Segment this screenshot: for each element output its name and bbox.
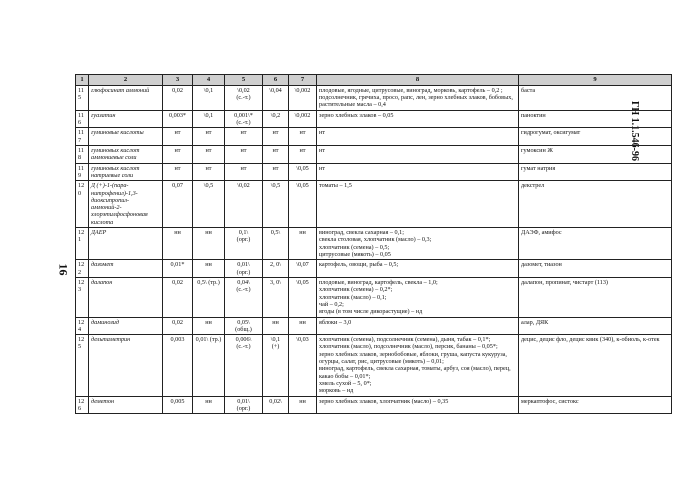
value-col6: \0,1 (+) bbox=[263, 335, 289, 397]
value-col5: \0,02 (с.-т.) bbox=[225, 85, 263, 110]
value-col6: 3, 0\ bbox=[263, 277, 289, 317]
preparations: далапон, пропинат, чистарт (113) bbox=[519, 277, 672, 317]
preparations: дазомет, тиазон bbox=[519, 260, 672, 278]
value-col6: нт bbox=[263, 128, 289, 146]
value-col7: нн bbox=[289, 317, 317, 335]
value-col5: нт bbox=[225, 128, 263, 146]
products-residues: нт bbox=[317, 145, 519, 163]
value-col7: \0,002 bbox=[289, 85, 317, 110]
products-residues: зерно хлебных злаков, хлопчатник (масло) – 0,35 bbox=[317, 396, 519, 414]
header-cell: 9 bbox=[519, 75, 672, 86]
row-number: 125 bbox=[76, 335, 89, 397]
value-col6: \0,2 bbox=[263, 110, 289, 128]
value-col3: 0,003 bbox=[163, 335, 193, 397]
table-row bbox=[76, 396, 672, 414]
products-residues: яблоки – 3,0 bbox=[317, 317, 519, 335]
value-col7: \0,05 bbox=[289, 277, 317, 317]
substance-name: ДАЕР bbox=[89, 228, 163, 260]
header-cell: 5 bbox=[225, 75, 263, 86]
products-residues: хлопчатник (семена), подсолнечник (семена), дыня, табак – 0,1*; хлопчатник (масло), подсолнечник (масло), персик, бананы – 0,05*; зерно хлебных злаков, зернобобовые, яблоки, груша, капуста кукуруза, огурцы, салат, рис, цитрусовые (мякоть) – 0,01; виноград, картофель, свекла сахарная, томаты, арбуз, соя (масло), перец, какао бобы – 0,01*; хмель сухой – 5, 0*; морковь – нд bbox=[317, 335, 519, 397]
preparations: паноктин bbox=[519, 110, 672, 128]
value-col4: \0,5 bbox=[193, 181, 225, 228]
row-number: 119 bbox=[76, 163, 89, 181]
value-col4: 0,5\ (тр.) bbox=[193, 277, 225, 317]
substance-name: гуминовые кислоты bbox=[89, 128, 163, 146]
value-col5: 0,01\ (орг.) bbox=[225, 396, 263, 414]
row-number: 122 bbox=[76, 260, 89, 278]
table-row bbox=[76, 145, 672, 163]
row-number: 116 bbox=[76, 110, 89, 128]
products-residues: картофель, овощи, рыба – 0,5; bbox=[317, 260, 519, 278]
table-row bbox=[76, 277, 672, 317]
value-col6: \0,5 bbox=[263, 181, 289, 228]
products-residues: нт bbox=[317, 163, 519, 181]
substance-name: гуминовых кислот аммониевые соли bbox=[89, 145, 163, 163]
table-row bbox=[76, 163, 672, 181]
products-residues: нт bbox=[317, 128, 519, 146]
row-number: 118 bbox=[76, 145, 89, 163]
substance-name: дельтаметрин bbox=[89, 335, 163, 397]
table-row bbox=[76, 260, 672, 278]
products-residues: зерно хлебных злаков – 0,05 bbox=[317, 110, 519, 128]
substance-name: гуазатин bbox=[89, 110, 163, 128]
value-col4: нт bbox=[193, 128, 225, 146]
table-row bbox=[76, 128, 672, 146]
value-col6: \0,04 bbox=[263, 85, 289, 110]
header-cell: 6 bbox=[263, 75, 289, 86]
substance-name: далапон bbox=[89, 277, 163, 317]
header-cell: 2 bbox=[89, 75, 163, 86]
table-row bbox=[76, 181, 672, 228]
value-col4: нн bbox=[193, 396, 225, 414]
substance-name: гуминовых кислот натриевые соли bbox=[89, 163, 163, 181]
preparations: меркаптофос, систокс bbox=[519, 396, 672, 414]
value-col3: 0,003* bbox=[163, 110, 193, 128]
header-cell: 1 bbox=[76, 75, 89, 86]
value-col7: \0,03 bbox=[289, 335, 317, 397]
row-number: 120 bbox=[76, 181, 89, 228]
value-col3: нт bbox=[163, 163, 193, 181]
value-col3: нт bbox=[163, 128, 193, 146]
value-col4: нн bbox=[193, 260, 225, 278]
value-col3: 0,01* bbox=[163, 260, 193, 278]
preparations: гидрогумат, оксигумат bbox=[519, 128, 672, 146]
value-col5: 0,04\ (с.-т.) bbox=[225, 277, 263, 317]
table-row bbox=[76, 85, 672, 110]
table-row bbox=[76, 110, 672, 128]
preparations: гумоксин Ж bbox=[519, 145, 672, 163]
substance-name: Д (+)-1-(пара-нитрофенил)-1,3-диоксипропил- аммоний-2-хлорэтилфосфоновая кислота bbox=[89, 181, 163, 228]
row-number: 121 bbox=[76, 228, 89, 260]
document-code: ГН 1.1.546-96 bbox=[629, 101, 640, 161]
value-col7: \0,05 bbox=[289, 181, 317, 228]
preparations: гумат натрия bbox=[519, 163, 672, 181]
preparations: декстрел bbox=[519, 181, 672, 228]
row-number: 123 bbox=[76, 277, 89, 317]
substance-name: деметон bbox=[89, 396, 163, 414]
value-col7: нн bbox=[289, 228, 317, 260]
substance-name: даминозид bbox=[89, 317, 163, 335]
preparations: баста bbox=[519, 85, 672, 110]
value-col7: \0,05 bbox=[289, 163, 317, 181]
preparations: алар, ДЯК bbox=[519, 317, 672, 335]
header-cell: 8 bbox=[317, 75, 519, 86]
value-col4: нт bbox=[193, 145, 225, 163]
value-col5: нт bbox=[225, 163, 263, 181]
row-number: 115 bbox=[76, 85, 89, 110]
value-col3: 0,02 bbox=[163, 317, 193, 335]
substance-name: дазомет bbox=[89, 260, 163, 278]
value-col5: 0,1\ (орг.) bbox=[225, 228, 263, 260]
value-col6: нт bbox=[263, 163, 289, 181]
page-number: 16 bbox=[56, 263, 71, 276]
header-cell: 7 bbox=[289, 75, 317, 86]
table-row bbox=[76, 228, 672, 260]
preparations: ДАЭФ, амифос bbox=[519, 228, 672, 260]
value-col7: нн bbox=[289, 396, 317, 414]
value-col6: 0,5\ bbox=[263, 228, 289, 260]
row-number: 126 bbox=[76, 396, 89, 414]
value-col6: нн bbox=[263, 317, 289, 335]
value-col3: 0,02 bbox=[163, 85, 193, 110]
value-col6: 2, 0\ bbox=[263, 260, 289, 278]
value-col4: \0,1 bbox=[193, 110, 225, 128]
products-residues: томаты – 1,5 bbox=[317, 181, 519, 228]
header-cell: 3 bbox=[163, 75, 193, 86]
value-col3: 0,07 bbox=[163, 181, 193, 228]
row-number: 117 bbox=[76, 128, 89, 146]
value-col3: нт bbox=[163, 145, 193, 163]
substance-name: глюфосинат аммоний bbox=[89, 85, 163, 110]
value-col5: 0,001\* (с.-т.) bbox=[225, 110, 263, 128]
row-number: 124 bbox=[76, 317, 89, 335]
value-col7: нт bbox=[289, 145, 317, 163]
value-col5: 0,05\ (общ.) bbox=[225, 317, 263, 335]
value-col4: нт bbox=[193, 163, 225, 181]
value-col5: \0,02 bbox=[225, 181, 263, 228]
value-col6: нт bbox=[263, 145, 289, 163]
value-col6: 0,02\ bbox=[263, 396, 289, 414]
value-col5: 0,01\ (орг.) bbox=[225, 260, 263, 278]
value-col7: нт bbox=[289, 128, 317, 146]
value-col4: \0,1 bbox=[193, 85, 225, 110]
value-col5: нт bbox=[225, 145, 263, 163]
preparations: децис, децис фло, децис квик (340), к-обиоль, к-отек bbox=[519, 335, 672, 397]
value-col4: нн bbox=[193, 317, 225, 335]
value-col3: 0,005 bbox=[163, 396, 193, 414]
header-cell: 4 bbox=[193, 75, 225, 86]
table-row bbox=[76, 335, 672, 397]
value-col4: нн bbox=[193, 228, 225, 260]
products-residues: плодовые, ягодные, цитрусовые, виноград, морковь, картофель – 0,2 ; подсолнечник, гречиха, просо, рапс, лен, зерно хлебных злаков, бобовых, растительные масла – 0,4 bbox=[317, 85, 519, 110]
hygienic-standards-table bbox=[75, 74, 672, 414]
value-col3: нн bbox=[163, 228, 193, 260]
products-residues: виноград, свекла сахарная – 0,1; свекла столовая, хлопчатник (масло) – 0,3; хлопчатник (семена) – 0,5; цитрусовые (мякоть) – 0,05 bbox=[317, 228, 519, 260]
value-col5: 0,006\ (с.-т.) bbox=[225, 335, 263, 397]
table-row bbox=[76, 317, 672, 335]
value-col7: \0,002 bbox=[289, 110, 317, 128]
value-col3: 0,02 bbox=[163, 277, 193, 317]
value-col7: \0,07 bbox=[289, 260, 317, 278]
products-residues: плодовые, виноград, картофель, свекла – 1,0; хлопчатник (семена) – 0,2*; хлопчатник (масло) – 0,1; чай – 0,2; ягоды (в том числе дикорастущие) – нд bbox=[317, 277, 519, 317]
header-row bbox=[76, 75, 672, 86]
value-col4: 0,01\ (тр.) bbox=[193, 335, 225, 397]
